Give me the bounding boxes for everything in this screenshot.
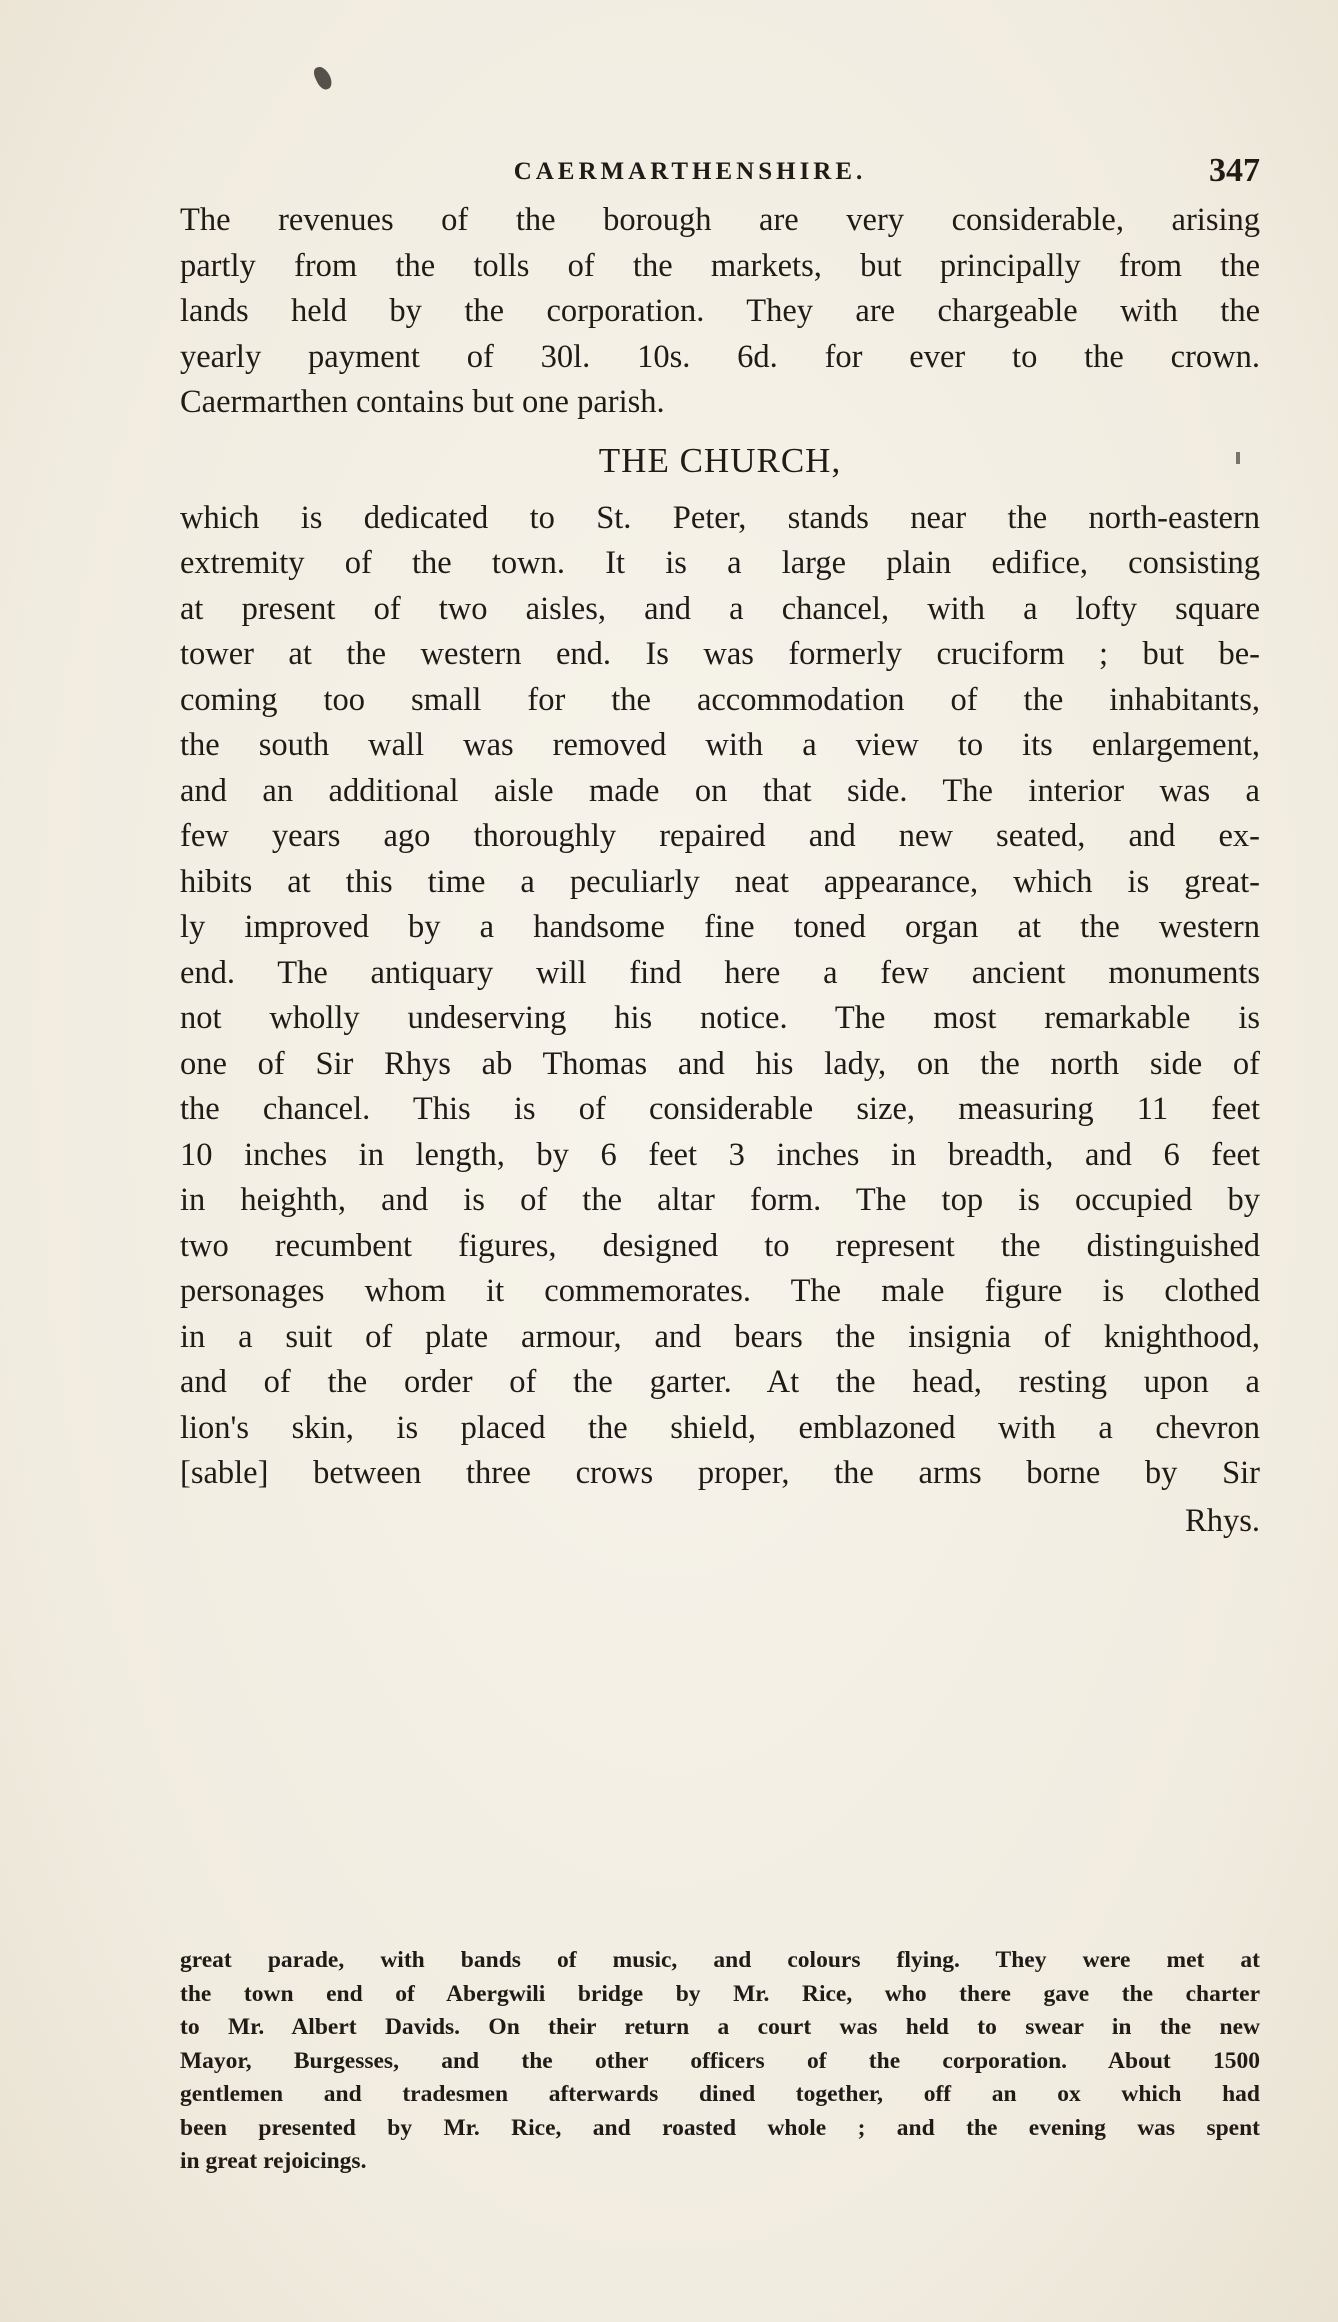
footnote-line: great parade, with bands of music, and colours flying. They were met at xyxy=(180,1947,1260,1973)
text-line: [sable] between three crows proper, the arms borne by Sir xyxy=(180,1455,1260,1491)
text-line: 10 inches in length, by 6 feet 3 inches in breadth, and 6 feet xyxy=(180,1136,1260,1173)
footnote-line: gentlemen and tradesmen afterwards dined together, off an ox which had xyxy=(180,2081,1260,2107)
text-line: tower at the western end. Is was formerly cruciform ; but be- xyxy=(180,636,1260,672)
text-line: in heighth, and is of the altar form. The top is occupied by xyxy=(180,1182,1260,1218)
running-head xyxy=(180,152,1260,192)
text-line: Caermarthen contains but one parish. xyxy=(180,384,665,420)
text-line: yearly payment of 30l. 10s. 6d. for ever to the crown. xyxy=(180,338,1260,375)
text-line: the chancel. This is of considerable size, measuring 11 feet xyxy=(180,1091,1260,1127)
text-line: end. The antiquary will find here a few ancient monuments xyxy=(180,954,1260,991)
text-line: not wholly undeserving his notice. The most remarkable is xyxy=(180,1000,1260,1036)
text-line: lands held by the corporation. They are chargeable with the xyxy=(180,293,1260,329)
text-line: hibits at this time a peculiarly neat appearance, which is great- xyxy=(180,863,1260,900)
text-line: at present of two aisles, and a chancel, with a lofty square xyxy=(180,590,1260,627)
text-line: the south wall was removed with a view to its enlargement, xyxy=(180,727,1260,763)
text-line: in a suit of plate armour, and bears the insignia of knighthood, xyxy=(180,1318,1260,1355)
text-line: and of the order of the garter. At the head, resting upon a xyxy=(180,1364,1260,1400)
ink-smudge xyxy=(312,64,335,92)
text-line: extremity of the town. It is a large plain edifice, consisting xyxy=(180,545,1260,581)
footnote xyxy=(180,1944,1260,2179)
body-text xyxy=(180,198,1260,1545)
text-line: one of Sir Rhys ab Thomas and his lady, on the north side of xyxy=(180,1045,1260,1082)
footnote-line: been presented by Mr. Rice, and roasted whole ; and the evening was spent xyxy=(180,2114,1260,2141)
text-line: which is dedicated to St. Peter, stands near the north-eastern xyxy=(180,499,1260,536)
text-line: partly from the tolls of the markets, but principally from the xyxy=(180,247,1260,284)
text-line: two recumbent figures, designed to represent the distinguished xyxy=(180,1227,1260,1264)
section-heading: THE CHURCH, xyxy=(598,440,842,480)
text-line: personages whom it commemorates. The male figure is clothed xyxy=(180,1273,1260,1309)
catchword: Rhys. xyxy=(1185,1502,1260,1539)
text-line: and an additional aisle made on that side. The interior was a xyxy=(180,772,1260,809)
footnote-line: to Mr. Albert Davids. On their return a court was held to swear in the new xyxy=(180,2014,1260,2040)
footnote-line: Mayor, Burgesses, and the other officers of the corporation. About 1500 xyxy=(180,2047,1260,2074)
running-title: CAERMARTHENSHIRE. xyxy=(513,158,867,185)
text-line: coming too small for the accommodation of the inhabitants, xyxy=(180,681,1260,718)
text-line: few years ago thoroughly repaired and new seated, and ex- xyxy=(180,818,1260,854)
text-line: The revenues of the borough are very considerable, arising xyxy=(180,202,1260,238)
footnote-line: in great rejoicings. xyxy=(180,2148,367,2174)
text-line: lion's skin, is placed the shield, emblazoned with a chevron xyxy=(180,1409,1260,1446)
page-number: 347 xyxy=(1209,152,1260,189)
text-line: ly improved by a handsome fine toned organ at the western xyxy=(180,909,1260,945)
footnote-line: the town end of Abergwili bridge by Mr. Rice, who there gave the charter xyxy=(180,1980,1260,2007)
